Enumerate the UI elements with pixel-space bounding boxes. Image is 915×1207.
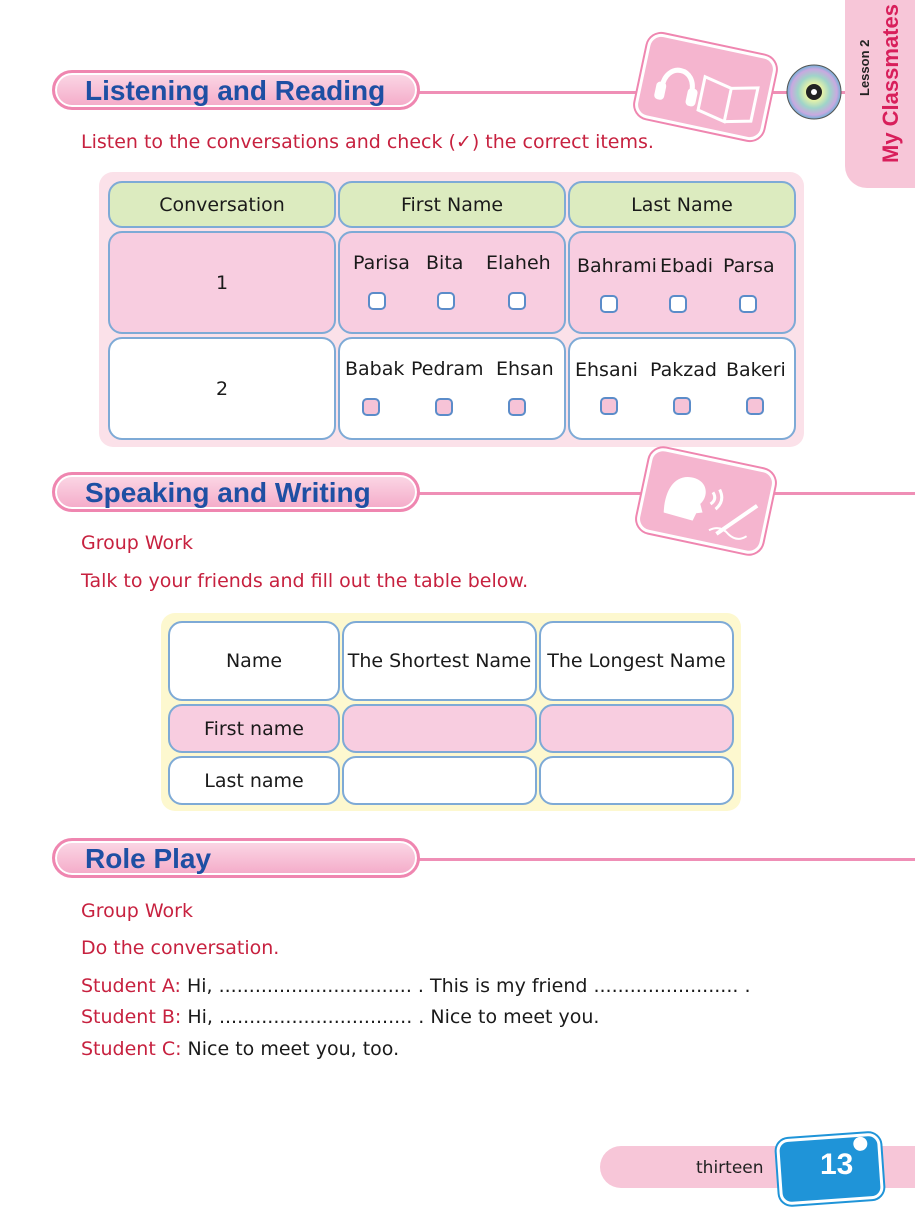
option-label: Parisa <box>353 252 410 274</box>
shortest-last-name-cell[interactable] <box>342 756 537 805</box>
row-label: Last name <box>204 769 304 792</box>
header-label: The Longest Name <box>547 650 726 672</box>
option-label: Ehsan <box>496 358 554 380</box>
first-name-options-2 <box>338 337 566 440</box>
section-divider-line <box>400 91 845 94</box>
option-label: Parsa <box>723 255 775 277</box>
option-label: Ebadi <box>660 255 714 277</box>
header-label: The Shortest Name <box>347 650 532 672</box>
section-header-speaking-writing <box>52 472 420 512</box>
header-label: Conversation <box>159 193 285 216</box>
speaking-writing-icon <box>634 446 777 557</box>
option-label: Pakzad <box>650 359 717 381</box>
shortest-first-name-cell[interactable] <box>342 704 537 753</box>
section-title: Role Play <box>85 843 212 874</box>
lesson-title: My Classmates <box>878 4 903 164</box>
header-name <box>168 621 340 701</box>
header-shortest-name <box>342 621 537 701</box>
checkbox[interactable] <box>673 397 691 415</box>
header-first-name <box>338 181 566 228</box>
checkbox[interactable] <box>368 292 386 310</box>
dot-icon <box>851 1134 870 1153</box>
line-text: Hi, ................................ . Nice to meet you. <box>181 1006 600 1028</box>
checkbox[interactable] <box>508 398 526 416</box>
header-last-name <box>568 181 796 228</box>
lesson-number: Lesson 2 <box>857 39 872 97</box>
option-label: Bahrami <box>577 255 657 277</box>
last-name-options-1 <box>568 231 796 334</box>
cd-icon <box>786 64 842 120</box>
option-label: Bita <box>426 252 464 274</box>
section-divider-line <box>400 858 915 861</box>
last-name-options-2 <box>568 337 796 440</box>
page-number-word: thirteen <box>696 1158 764 1178</box>
row-number: 1 <box>215 271 229 294</box>
conversation-line-b <box>81 1006 599 1028</box>
option-label: Babak <box>345 358 405 380</box>
speaker-label: Student A: <box>81 975 181 997</box>
longest-first-name-cell[interactable] <box>539 704 734 753</box>
checkbox[interactable] <box>739 295 757 313</box>
option-label: Ehsani <box>575 359 638 381</box>
listening-instruction: Listen to the conversations and check (✓) the correct items. <box>81 131 654 153</box>
row-first-name <box>168 704 340 753</box>
roleplay-instruction: Do the conversation. <box>81 937 280 959</box>
section-title: Speaking and Writing <box>85 477 371 508</box>
line-text: Nice to meet you, too. <box>181 1038 400 1060</box>
section-header-listening-reading <box>52 70 420 110</box>
group-work-label: Group Work <box>81 900 193 922</box>
first-name-options-1 <box>338 231 566 334</box>
longest-last-name-cell[interactable] <box>539 756 734 805</box>
checkbox[interactable] <box>508 292 526 310</box>
speaker-label: Student B: <box>81 1006 182 1028</box>
header-label: First Name <box>400 193 504 216</box>
checkbox[interactable] <box>437 292 455 310</box>
checkbox[interactable] <box>669 295 687 313</box>
header-conversation <box>108 181 336 228</box>
option-label: Elaheh <box>486 252 551 274</box>
conversation-line-c <box>81 1038 399 1060</box>
conversation-line-a <box>81 975 751 997</box>
row-number: 2 <box>215 377 229 400</box>
row-label: First name <box>204 717 304 740</box>
header-longest-name <box>539 621 734 701</box>
header-label: Last Name <box>631 193 733 216</box>
checkbox[interactable] <box>600 397 618 415</box>
speaker-label: Student C: <box>81 1038 182 1060</box>
section-header-role-play <box>52 838 420 878</box>
option-label: Pedram <box>411 358 484 380</box>
conversation-number-1 <box>108 231 336 334</box>
option-label: Bakeri <box>726 359 786 381</box>
section-title: Listening and Reading <box>85 75 386 106</box>
conversation-number-2 <box>108 337 336 440</box>
group-work-label: Group Work <box>81 532 193 554</box>
checkbox[interactable] <box>600 295 618 313</box>
checkbox[interactable] <box>746 397 764 415</box>
headphones-book-icon <box>632 31 778 142</box>
checkbox[interactable] <box>435 398 453 416</box>
row-last-name <box>168 756 340 805</box>
line-text: Hi, ................................ . This is my friend ........................ . <box>180 975 751 997</box>
speaking-instruction: Talk to your friends and fill out the table below. <box>81 570 529 592</box>
checkbox[interactable] <box>362 398 380 416</box>
page-number: 13 <box>820 1148 854 1181</box>
header-label: Name <box>225 650 283 672</box>
